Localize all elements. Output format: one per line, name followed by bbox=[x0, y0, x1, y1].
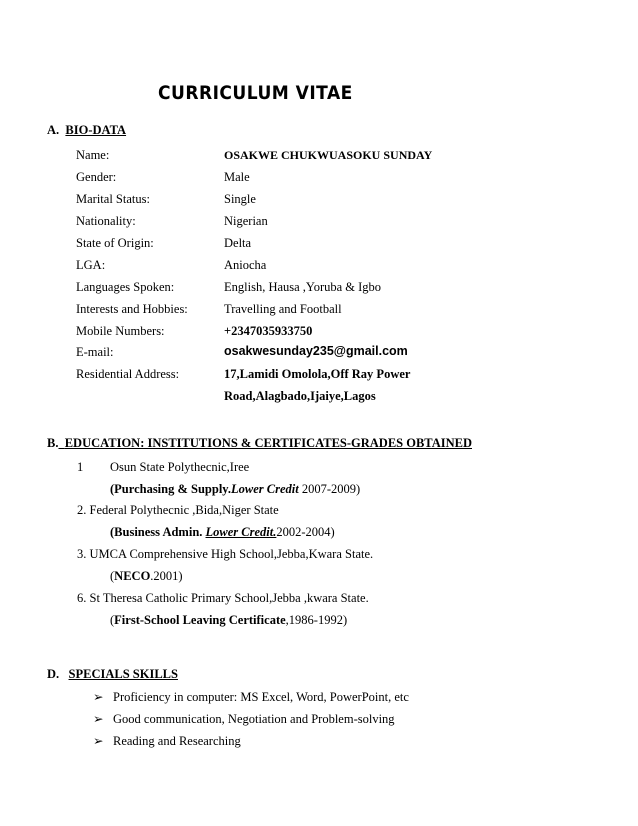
arrow-bullet-icon: ➢ bbox=[93, 734, 104, 748]
education-item-2-course: (Business Admin. bbox=[110, 525, 206, 539]
skill-item bbox=[93, 711, 395, 727]
education-item-2-years: 2002-2004) bbox=[276, 525, 335, 539]
skill-text: Reading and Researching bbox=[113, 734, 241, 748]
marital-label: Marital Status: bbox=[76, 192, 150, 206]
education-item-1-grade: Lower Credit bbox=[231, 482, 299, 496]
education-item-2-grade: Lower Credit. bbox=[205, 525, 277, 539]
interests-label: Interests and Hobbies: bbox=[76, 302, 188, 316]
gender-value: Male bbox=[224, 170, 250, 184]
document-title: CURRICULUM VITAE bbox=[158, 82, 353, 104]
nationality-label: Nationality: bbox=[76, 214, 136, 228]
education-item-1-course: (Purchasing & Supply. bbox=[110, 482, 231, 496]
section-heading-bio bbox=[47, 123, 126, 138]
email-label: E-mail: bbox=[76, 345, 114, 359]
education-item-3-years: .2001) bbox=[150, 569, 183, 583]
name-label: Name: bbox=[76, 148, 110, 162]
skill-text: Proficiency in computer: MS Excel, Word, PowerPoint, etc bbox=[113, 690, 409, 704]
lga-label: LGA: bbox=[76, 258, 106, 272]
languages-value: English, Hausa ,Yoruba & Igbo bbox=[224, 280, 382, 294]
education-item-3-school: 3. UMCA Comprehensive High School,Jebba,Kwara State. bbox=[77, 547, 374, 561]
state-value: Delta bbox=[224, 236, 252, 250]
education-item-6-cert: First-School Leaving Certificate bbox=[114, 613, 286, 627]
education-item-2-details bbox=[110, 525, 335, 540]
section-title: BIO-DATA bbox=[65, 123, 127, 137]
address-label: Residential Address: bbox=[76, 367, 180, 381]
education-item-6-open: ( bbox=[110, 613, 115, 627]
email-value[interactable]: osakwesunday235@gmail.com bbox=[224, 344, 408, 358]
address-line-2: Road,Alagbado,Ijaiye,Lagos bbox=[224, 389, 376, 403]
mobile-label: Mobile Numbers: bbox=[76, 324, 165, 338]
skill-item bbox=[93, 733, 241, 749]
education-item-1-school: Osun State Polythecnic,Iree bbox=[110, 460, 250, 474]
section-title: EDUCATION: INSTITUTIONS & CERTIFICATES-GRADES OBTAINED bbox=[64, 436, 472, 450]
nationality-value: Nigerian bbox=[224, 214, 268, 228]
mobile-value: +2347035933750 bbox=[224, 324, 313, 338]
education-item-6-school: 6. St Theresa Catholic Primary School,Jebba ,kwara State. bbox=[77, 591, 369, 605]
arrow-bullet-icon: ➢ bbox=[93, 712, 104, 726]
education-item-2-school: 2. Federal Polythecnic ,Bida,Niger State bbox=[77, 503, 279, 517]
marital-value: Single bbox=[224, 192, 256, 206]
education-item-1-details bbox=[110, 482, 360, 497]
education-item-1-years: 2007-2009) bbox=[298, 482, 361, 496]
lga-value: Aniocha bbox=[224, 258, 267, 272]
section-title: SPECIALS SKILLS bbox=[68, 667, 178, 681]
section-heading-education bbox=[47, 436, 472, 451]
education-item-3-details bbox=[110, 569, 183, 584]
name-value: OSAKWE CHUKWUASOKU SUNDAY bbox=[224, 148, 433, 162]
languages-label: Languages Spoken: bbox=[76, 280, 175, 294]
skill-text: Good communication, Negotiation and Problem-solving bbox=[113, 712, 395, 726]
skill-item bbox=[93, 689, 409, 705]
education-item-3-open: ( bbox=[110, 569, 115, 583]
arrow-bullet-icon: ➢ bbox=[93, 690, 104, 704]
state-label: State of Origin: bbox=[76, 236, 154, 250]
section-letter: D. bbox=[47, 667, 60, 681]
interests-value: Travelling and Football bbox=[224, 302, 342, 316]
address-line-1: 17,Lamidi Omolola,Off Ray Power bbox=[224, 367, 411, 381]
section-heading-skills bbox=[47, 667, 178, 682]
section-letter: B. bbox=[47, 436, 59, 450]
section-letter: A. bbox=[47, 123, 60, 137]
education-item-3-cert: NECO bbox=[114, 569, 151, 583]
gender-label: Gender: bbox=[76, 170, 117, 184]
education-item-6-years: ,1986-1992) bbox=[285, 613, 348, 627]
education-item-1-number: 1 bbox=[77, 460, 84, 474]
education-item-6-details bbox=[110, 613, 347, 628]
